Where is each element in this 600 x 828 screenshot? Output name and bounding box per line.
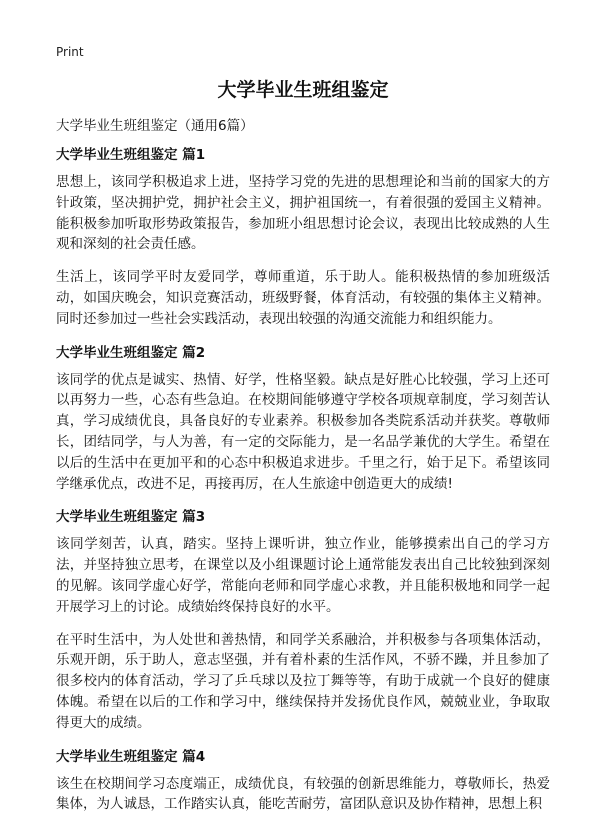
section-heading: 大学毕业生班组鉴定 篇4 — [56, 748, 206, 765]
section-heading: 大学毕业生班组鉴定 篇1 — [56, 147, 206, 163]
section-paragraph: 该同学刻苦，认真，踏实。坚持上课听讲，独立作业，能够摸索出自己的学习方法，并坚持独立思考，在课堂以及小组课题讨论上通常能发表出自己比较独到深刻的见解。该同学虚心好学，常能向老师和同学虚心求教，并且能积极地和同学一起开展学习上的讨论。成绩始终保持良好的水平。 — [56, 536, 550, 615]
document-page — [56, 44, 550, 827]
section-heading: 大学毕业生班组鉴定 篇3 — [56, 509, 206, 526]
section-heading: 大学毕业生班组鉴定 篇2 — [56, 344, 206, 361]
document-subtitle: 大学毕业生班组鉴定（通用6篇） — [56, 118, 254, 134]
section-paragraph: 思想上，该同学积极追求上进，坚持学习党的先进的思想理论和当前的国家大的方针政策，坚决拥护党，拥护社会主义，拥护祖国统一，有着很强的爱国主义精神。能积极参加听取形势政策报告，参加班小组思想讨论会议，表现出比较成熟的人生观和深刻的社会责任感。 — [56, 174, 550, 253]
section-paragraph: 在平时生活中，为人处世和善热情，和同学关系融洽，并积极参与各项集体活动，乐观开朗，乐于助人，意志坚强，并有着朴素的生活作风，不骄不躁，并且参加了很多校内的体育活动，学习了乒乓球以及拉丁舞等等，有助于成就一个良好的健康体魄。希望在以后的工作和学习中，继续保持并发扬优良作风，兢兢业业，争取取得更大的成绩。 — [56, 631, 550, 731]
section-4 — [56, 746, 550, 816]
page-title: 大学毕业生班组鉴定 — [217, 79, 389, 101]
section-1 — [56, 144, 550, 330]
section-3 — [56, 506, 550, 733]
section-paragraph: 该生在校期间学习态度端正，成绩优良，有较强的创新思维能力，尊敬师长，热爱集体，为人诚恳，工作踏实认真，能吃苦耐劳，富团队意识及协作精神，思想上积 — [56, 775, 550, 813]
section-2 — [56, 342, 550, 495]
print-link[interactable]: Print — [56, 45, 84, 59]
section-paragraph: 生活上，该同学平时友爱同学，尊师重道，乐于助人。能积极热情的参加班级活动，如国庆晚会，知识竞赛活动，班级野餐，体育活动，有较强的集体主义精神。同时还参加过一些社会实践活动，表现出较强的沟通交流能力和组织能力。 — [56, 269, 550, 327]
section-paragraph: 该同学的优点是诚实、热情、好学，性格坚毅。缺点是好胜心比较强，学习上还可以再努力一些，心态有些急迫。在校期间能够遵守学校各项规章制度，学习刻苦认真，学习成绩优良，具备良好的专业素养。积极参加各类院系活动并获奖。尊敬师长，团结同学，与人为善，有一定的交际能力，是一名品学兼优的大学生。希望在以后的生活中在更加平和的心态中积极追求进步。千里之行，始于足下。希望该同学继承优点，改进不足，再接再厉，在人生旅途中创造更大的成绩! — [56, 371, 550, 492]
